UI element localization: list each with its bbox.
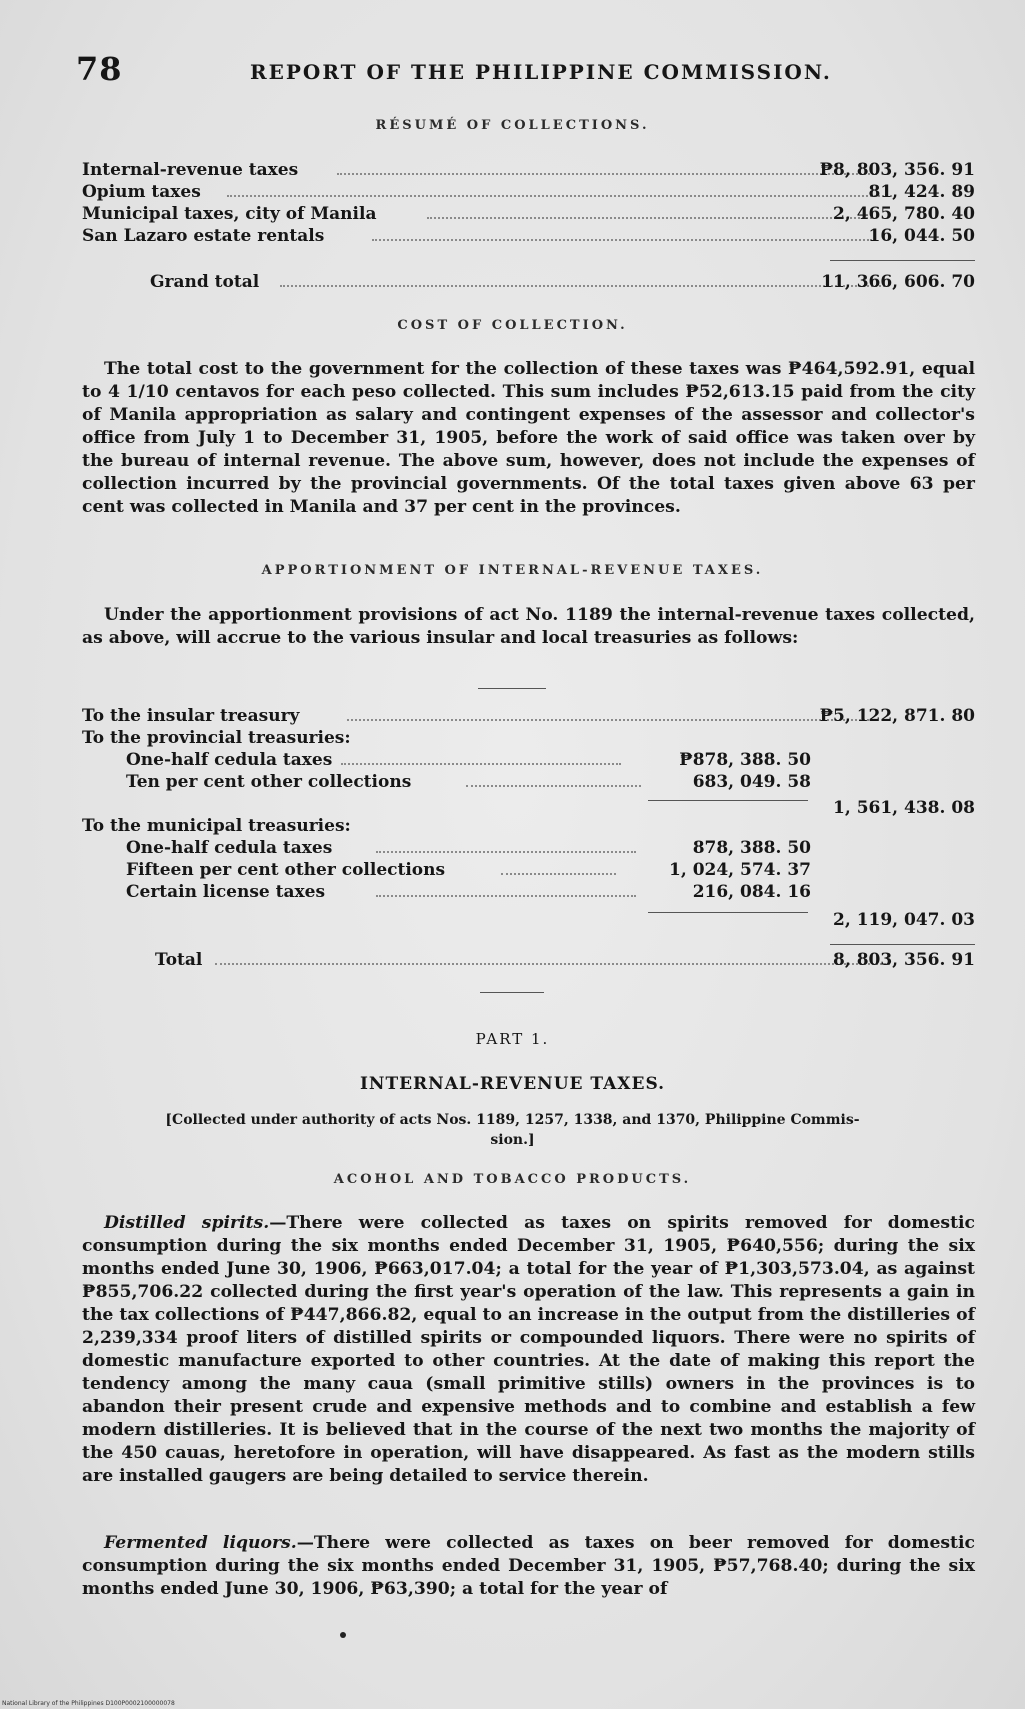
distilled-body: —There were collected as taxes on spirits removed for domestic consumption during the six months ended December 31, 1905, ₱640,556; during the six months ended June 30, 1906, ₱663,017.04; a total for the year of ₱1,303,573.04, as against ₱855,706.22 collected during the first year's operation of the law. This represents a gain in the tax collections of ₱447,866.82, equal to an increase in the output from the distilleries of 2,239,334 proof liters of distilled spirits or compounded liquors. There were no spirits of domestic manufacture exported to other countries. At the date of making this report the tendency among the many caua (small primitive stills) owners in the provinces is to abandon their present crude and expensive methods and to combine and establish a few modern distilleries. It is believed that in the course of the next two months the majority of the 450 cauas, heretofore in operation, will have disappeared. As fast as the modern stills are installed gaugers are being detailed to service therein. (82, 1213, 976, 1486)
provincial-item-label: One-half cedula taxes (126, 750, 333, 770)
leader-dots (376, 895, 636, 897)
fermented-paragraph (82, 1532, 975, 1601)
cost-heading: COST OF COLLECTION. (397, 318, 628, 333)
leader-dots (337, 173, 877, 175)
separator-rule (478, 688, 546, 689)
sum-rule (830, 944, 975, 945)
sum-rule (830, 260, 975, 261)
fermented-body: —There were collected as taxes on beer removed for domestic consumption during the six months ended December 31, 1905, ₱57,768.40; during the six months ended June 30, 1906, ₱63,390; a total for the year of (82, 1533, 975, 1599)
provincial-item-row (126, 772, 975, 796)
resume-row (82, 204, 975, 228)
insular-label: To the insular treasury (82, 706, 300, 726)
municipal-item-row (126, 882, 975, 906)
leader-dots (466, 785, 641, 787)
leader-dots (376, 851, 636, 853)
resume-row (82, 226, 975, 250)
resume-total-amount: 11, 366, 606. 70 (821, 272, 975, 292)
leader-dots (427, 217, 872, 219)
municipal-item-label: Certain license taxes (126, 882, 326, 902)
apportionment-paragraph (82, 604, 975, 650)
resume-total-row (150, 272, 975, 296)
fermented-text (82, 1532, 975, 1601)
insular-amount: ₱5, 122, 871. 80 (819, 706, 975, 726)
leader-dots (227, 195, 892, 197)
resume-row-amount: 16, 044. 50 (868, 226, 975, 246)
resume-row-amount: 81, 424. 89 (868, 182, 975, 202)
separator-rule (480, 992, 544, 993)
running-head: REPORT OF THE PHILIPPINE COMMISSION. (250, 60, 832, 84)
resume-row-label: San Lazaro estate rentals (82, 226, 325, 246)
part-subtitle-line2: sion.] (490, 1132, 535, 1148)
section-heading: ACOHOL AND TOBACCO PRODUCTS. (333, 1172, 692, 1187)
apportionment-total-label: Total (155, 950, 203, 970)
resume-row-label: Opium taxes (82, 182, 201, 202)
apportionment-total-amount: 8, 803, 356. 91 (833, 950, 975, 970)
part-label: PART 1. (475, 1030, 550, 1048)
leader-dots (215, 963, 890, 965)
provincial-heading-row (82, 728, 975, 752)
leader-dots (280, 285, 885, 287)
provincial-item-label: Ten per cent other collections (126, 772, 412, 792)
apportionment-total-row (155, 950, 975, 974)
leader-dots (341, 763, 621, 765)
municipal-total-row (82, 910, 975, 934)
leader-dots (372, 239, 872, 241)
footer-scan-label: National Library of the Philippines D100P0002100000078 (2, 1700, 175, 1707)
provincial-item-amount: ₱878, 388. 50 (679, 750, 811, 770)
municipal-item-label: One-half cedula taxes (126, 838, 333, 858)
municipal-item-amount: 1, 024, 574. 37 (669, 860, 811, 880)
cost-paragraph (82, 358, 975, 519)
resume-row-amount: 2, 465, 780. 40 (833, 204, 975, 224)
fermented-lead: Fermented liquors. (104, 1533, 297, 1553)
municipal-total: 2, 119, 047. 03 (833, 910, 975, 930)
resume-total-label: Grand total (150, 272, 260, 292)
distilled-paragraph (82, 1212, 975, 1488)
ink-dot (340, 1632, 346, 1638)
municipal-heading-row (82, 816, 975, 840)
page-number: 78 (76, 50, 123, 88)
municipal-item-row (126, 860, 975, 884)
municipal-item-label: Fifteen per cent other collections (126, 860, 446, 880)
apportionment-text: Under the apportionment provisions of act No. 1189 the internal-revenue taxes collected, as above, will accrue to the various insular and local treasuries as follows: (82, 605, 975, 648)
resume-row-amount: ₱8, 803, 356. 91 (819, 160, 975, 180)
leader-dots (501, 873, 616, 875)
resume-row (82, 182, 975, 206)
municipal-label: To the municipal treasuries: (82, 816, 351, 836)
municipal-item-amount: 878, 388. 50 (692, 838, 811, 858)
insular-row (82, 706, 975, 730)
distilled-lead: Distilled spirits. (104, 1213, 270, 1233)
resume-row (82, 160, 975, 184)
distilled-text (82, 1212, 975, 1488)
municipal-item-row (126, 838, 975, 862)
municipal-item-amount: 216, 084. 16 (692, 882, 811, 902)
provincial-total: 1, 561, 438. 08 (833, 798, 975, 818)
leader-dots (347, 719, 877, 721)
part-title: INTERNAL-REVENUE TAXES. (359, 1074, 666, 1094)
provincial-item-amount: 683, 049. 58 (692, 772, 811, 792)
part-subtitle-line1: [Collected under authority of acts Nos. 1189, 1257, 1338, and 1370, Philippine Commis- (165, 1112, 860, 1128)
cost-text: The total cost to the government for the collection of these taxes was ₱464,592.91, equal to 4 1/10 centavos for each peso collected. This sum includes ₱52,613.15 paid from the city of Manila appropriation as salary and contingent expenses of the assessor and collector's office from July 1 to December 31, 1905, before the work of said office was taken over by the bureau of internal revenue. The above sum, however, does not include the expenses of collection incurred by the provincial governments. Of the total taxes given above 63 per cent was collected in Manila and 37 per cent in the provinces. (82, 359, 975, 517)
resume-row-label: Internal-revenue taxes (82, 160, 299, 180)
provincial-item-row (126, 750, 975, 774)
provincial-label: To the provincial treasuries: (82, 728, 351, 748)
apportionment-heading: APPORTIONMENT OF INTERNAL-REVENUE TAXES. (261, 563, 764, 578)
resume-row-label: Municipal taxes, city of Manila (82, 204, 377, 224)
resume-heading: RÉSUMÉ OF COLLECTIONS. (375, 118, 650, 133)
